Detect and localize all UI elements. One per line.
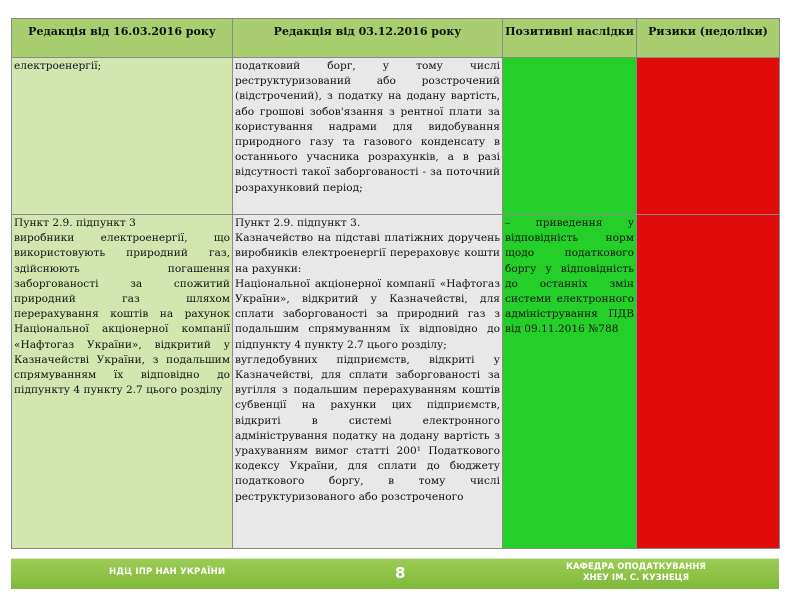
row2-old-cell bbox=[12, 215, 233, 549]
footer-department-line2: ХНЕУ ІМ. С. КУЗНЕЦЯ bbox=[582, 573, 690, 583]
row1-new-cell: податковий борг, у тому числі реструктуризований або розстрочений (відстрочений), з податку на додану вартість, або грошові зобов'язання з рентної плати за користування надрами для видобування природного газу та газового конденсату в останнього учасника розрахунків, а в разі відсутності такої заборгованості - за поточний розрахунковий період; bbox=[233, 58, 503, 215]
row2-new-cell bbox=[233, 215, 503, 549]
row1-old-cell: електроенергії; bbox=[12, 58, 233, 215]
row2-positive-cell: – приведення у відповідність норм щодо податкового боргу у відповідність до останніх змін системи електронного адміністрування ПДВ від 09.11.2016 №788 bbox=[503, 215, 637, 549]
header-risks: Ризики (недоліки) bbox=[637, 19, 780, 58]
row2-old-title: Пункт 2.9. підпункт 3 bbox=[14, 217, 136, 229]
row2-old-text: виробники електроенергії, що використовують природний газ, здійснюють погашення заборгованості за спожитий природний газ шляхом перерахування коштів на рахунок Національної акціонерної компанії «Нафтогаз України», відкритий у Казначействі України, з подальшим спрямуванням їх відповідно до підпункту 4 пункту 2.7 цього розділу bbox=[14, 232, 230, 397]
comparison-table bbox=[11, 18, 780, 549]
header-positive-effects: Позитивні наслідки bbox=[503, 19, 637, 58]
header-row bbox=[12, 19, 780, 58]
row2-new-text-2: Національної акціонерної компанії «Нафтогаз України», відкритий у Казначействі, для сплати заборгованості за природний газ з подальшим спрямуванням їх відповідно до підпункту 4 пункту 2.7 цього розділу; bbox=[235, 277, 500, 351]
page-number: 8 bbox=[395, 564, 406, 582]
header-new-edition: Редакція від 03.12.2016 року bbox=[233, 19, 503, 58]
footer-bar bbox=[11, 558, 779, 589]
footer-department bbox=[531, 562, 741, 584]
table-row bbox=[12, 215, 780, 549]
footer-department-line1: КАФЕДРА ОПОДАТКУВАННЯ bbox=[566, 562, 706, 572]
header-old-edition: Редакція від 16.03.2016 року bbox=[12, 19, 233, 58]
row2-new-title: Пункт 2.9. підпункт 3. bbox=[235, 217, 361, 229]
row2-risk-cell bbox=[637, 215, 780, 549]
table-row bbox=[12, 58, 780, 215]
footer-institute: НДЦ ІПР НАН УКРАЇНИ bbox=[109, 567, 226, 577]
row2-new-text-1: Казначейство на підставі платіжних доручень виробників електроенергії перераховує кошти на рахунки: bbox=[235, 232, 500, 275]
row2-new-text-3: вугледобувних підприємств, відкриті у Казначействі, для сплати заборгованості за вугілля з подальшим перерахуванням коштів субвенції на рахунки цих підприємств, відкриті в системі електронного адміністрування податку на додану вартість з урахуванням вимог статті 200¹ Податкового кодексу України, для сплати до бюджету податкового боргу, в тому числі реструктуризованого або розстроченого bbox=[235, 353, 500, 503]
row1-positive-cell bbox=[503, 58, 637, 215]
row1-risk-cell bbox=[637, 58, 780, 215]
